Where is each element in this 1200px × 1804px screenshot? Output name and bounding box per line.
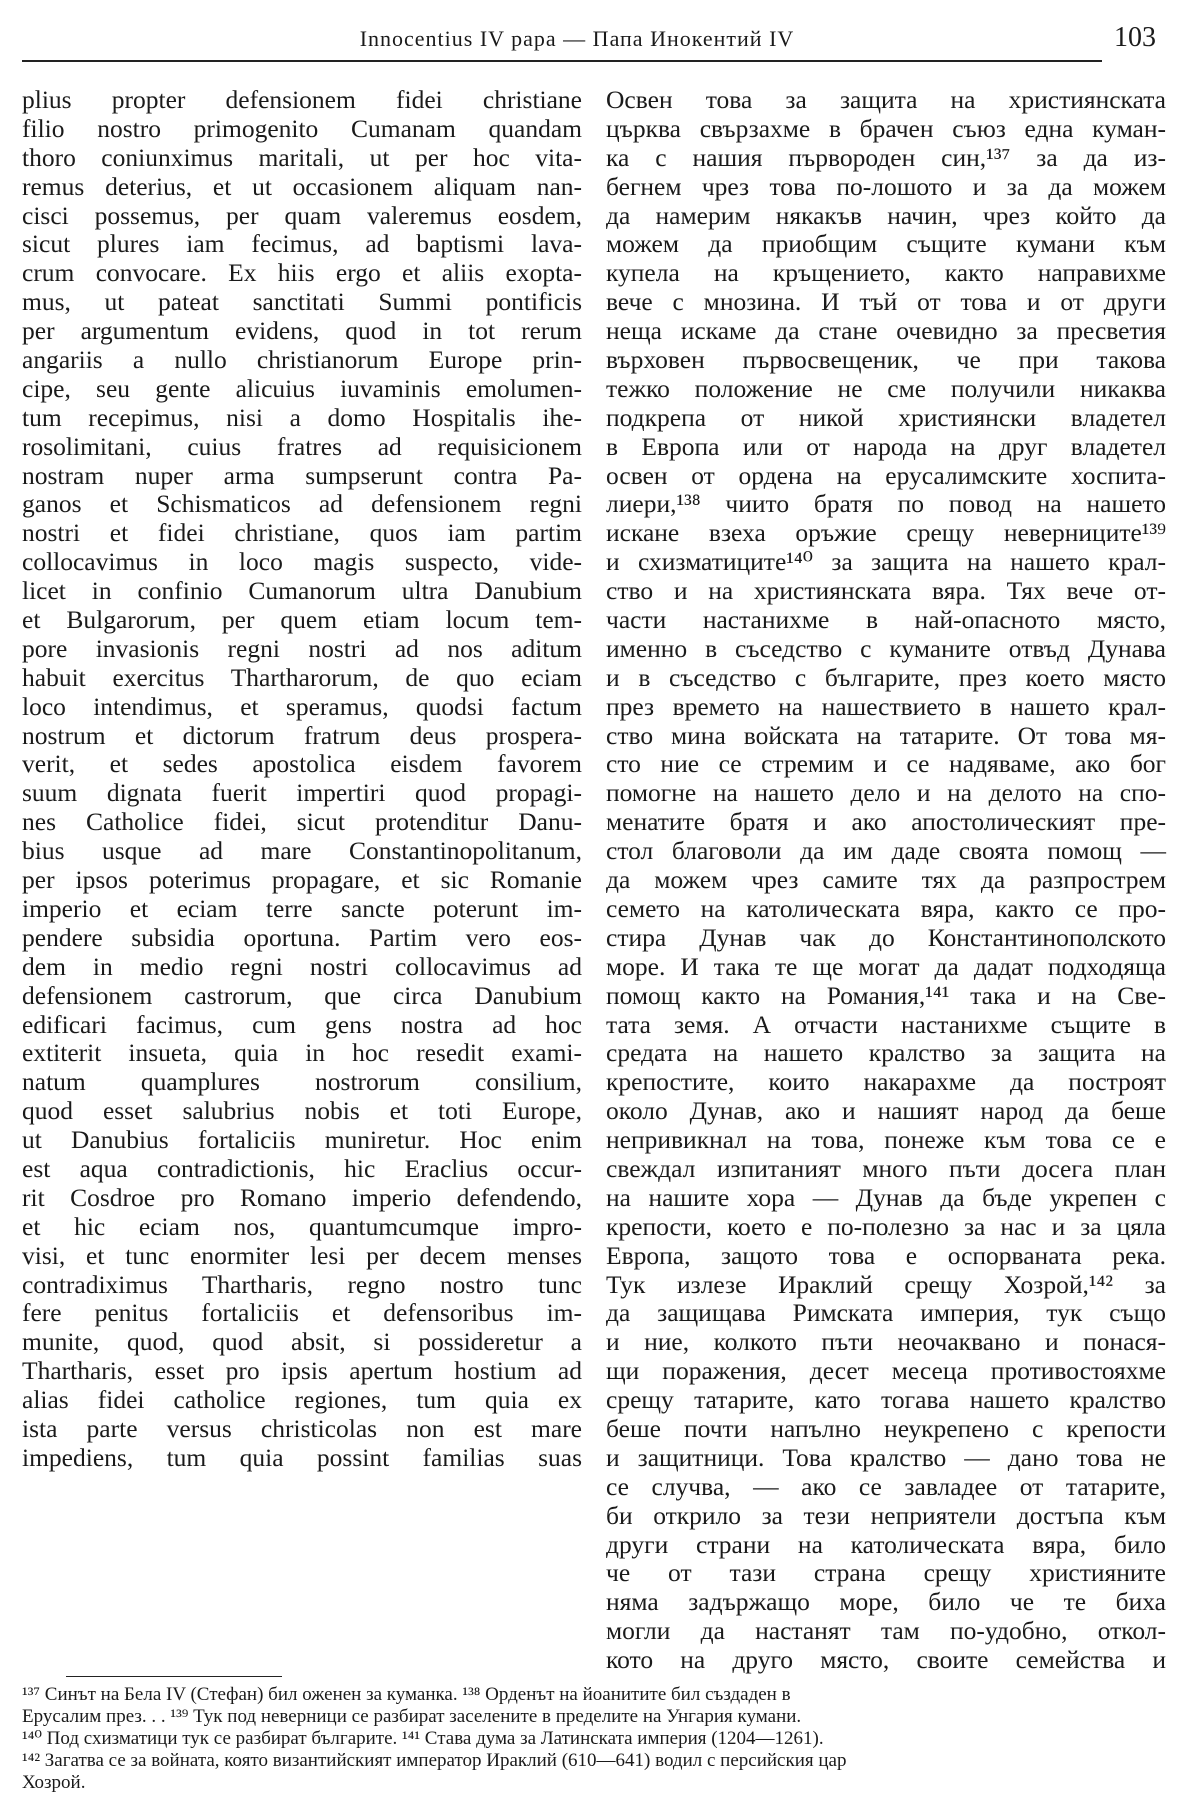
translation-text-line: можем да приобщим същите кумани към — [606, 229, 1166, 259]
translation-text-line: сто ние се стремим и се надяваме, ако бог — [606, 749, 1166, 779]
latin-text-line: edificari facimus, cum gens nostra ad hoc — [22, 1009, 582, 1039]
translation-text-line: и схизматиците¹⁴⁰ за защита на нашето крал- — [606, 547, 1166, 577]
latin-text-line: filio nostro primogenito Cumanam quandam — [22, 113, 582, 143]
latin-text-line: contradiximus Thartharis, regno nostro tunc — [22, 1269, 582, 1299]
latin-text-line: angariis a nullo christianorum Europe prin- — [22, 345, 582, 375]
translation-text-line: че от тази страна срещу християните — [606, 1558, 1166, 1588]
translation-text-line: през времето на нашествието в нашето крал- — [606, 691, 1166, 721]
translation-text-line: би открило за тези неприятели достъпа към — [606, 1500, 1166, 1530]
latin-text-line: Thartharis, esset pro ipsis apertum hostium ad — [22, 1356, 582, 1386]
translation-text-line: и защитници. Това кралство — дано това не — [606, 1442, 1166, 1472]
translation-text-line: неща искаме да стане очевидно за пресветия — [606, 316, 1166, 346]
latin-text-line: licet in confinio Cumanorum ultra Danubium — [22, 576, 582, 606]
translation-text-line: кото на друго място, своите семейства и — [606, 1645, 1166, 1675]
latin-text-line: alias fidei catholice regiones, tum quia ex — [22, 1385, 582, 1415]
translation-text-line: крепости, което е по-полезно за нас и за цяла — [606, 1211, 1166, 1241]
translation-text-line: лиери,¹³⁸ чиито братя по повод на нашето — [606, 489, 1166, 519]
latin-text-line: per argumentum evidens, quod in tot rerum — [22, 316, 582, 346]
running-header — [22, 22, 1162, 62]
translation-text-line: ство и на християнската вяра. Тях вече от- — [606, 576, 1166, 606]
latin-text-line: ut Danubius fortaliciis muniretur. Hoc enim — [22, 1125, 582, 1155]
latin-text-line: loco intendimus, et speramus, quodsi factum — [22, 691, 582, 721]
page-number: 103 — [1114, 22, 1156, 53]
latin-text-line: rit Cosdroe pro Romano imperio defendendo, — [22, 1182, 582, 1212]
latin-text-line: suum dignata fuerit impertiri quod propagi- — [22, 778, 582, 808]
translation-text-line: няма задържащо море, било че те биха — [606, 1587, 1166, 1617]
latin-text-line: est aqua contradictionis, hic Eraclius occur- — [22, 1153, 582, 1183]
translation-text-line: да намерим някакъв начин, чрез който да — [606, 200, 1166, 230]
latin-text-line: munite, quod, quod absit, si possideretur a — [22, 1327, 582, 1357]
latin-text-line: mus, ut pateat sanctitati Summi pontificis — [22, 287, 582, 317]
translation-text-line: помощ както на Романия,¹⁴¹ така и на Све- — [606, 980, 1166, 1010]
translation-text-line: Европа, защото това е оспорваната река. — [606, 1240, 1166, 1270]
latin-text-line: et hic eciam nos, quantumcumque impro- — [22, 1211, 582, 1241]
latin-text-line: nostram nuper arma sumpserunt contra Pa- — [22, 460, 582, 490]
latin-text-line: bius usque ad mare Constantinopolitanum, — [22, 836, 582, 866]
translation-text-line: се случва, — ако се завладее от татарите, — [606, 1471, 1166, 1501]
header-rule — [22, 60, 1102, 62]
translation-text-line: върховен първосвещеник, че при такова — [606, 345, 1166, 375]
translation-text-line: бегнем чрез това по-лошото и за да можем — [606, 171, 1166, 201]
latin-text-line: remus deterius, et ut occasionem aliquam nan- — [22, 171, 582, 201]
translation-text-line: именно в съседство с куманите отвъд Дунава — [606, 633, 1166, 663]
translation-text-line: освен от ордена на ерусалимските хоспита- — [606, 460, 1166, 490]
footnotes — [22, 1684, 1162, 1794]
footnote-line: ¹⁴² Загатва се за войната, която византийският император Ираклий (610—641) водил с персийския цар — [22, 1750, 847, 1771]
latin-text-line: crum convocare. Ex hiis ergo et aliis exopta- — [22, 258, 582, 288]
latin-text-line: verit, et sedes apostolica eisdem favorem — [22, 749, 582, 779]
translation-text-line: да защищава Римската империя, тук също — [606, 1298, 1166, 1328]
latin-text-line: imperio et eciam terre sancte poterunt im- — [22, 893, 582, 923]
footnote-separator — [66, 1676, 282, 1677]
translation-text-line: средата на нашето кралство за защита на — [606, 1038, 1166, 1068]
latin-text-line: natum quamplures nostrorum consilium, — [22, 1067, 582, 1097]
latin-text-line: extiterit insueta, quia in hoc resedit exami- — [22, 1038, 582, 1068]
running-title: Innocentius IV papa — Папа Инокентий IV — [359, 26, 795, 51]
translation-text-line: църква свързахме в брачен съюз една куман- — [606, 113, 1166, 143]
translation-text-line: помогне на нашето дело и на делото на спо- — [606, 778, 1166, 808]
translation-text-line: свеждал изпитаният много пъти досега план — [606, 1153, 1166, 1183]
translation-text-line: непривикнал на това, понеже към това се е — [606, 1125, 1166, 1155]
latin-text-line: plius propter defensionem fidei christiane — [22, 85, 582, 114]
latin-text-line: pore invasionis regni nostri ad nos aditum — [22, 633, 582, 663]
footnote-line: Ерусалим през. . . ¹³⁹ Тук под неверници се разбират заселените в пределите на Унгария кумани. — [22, 1706, 802, 1727]
translation-text-line: искане взеха оръжие срещу неверниците¹³⁹ — [606, 518, 1166, 548]
latin-text-line: fere penitus fortaliciis et defensoribus im- — [22, 1298, 582, 1328]
latin-text-column — [22, 86, 582, 1473]
translation-text-line: в Европа или от народа на друг владетел — [606, 431, 1166, 461]
latin-text-line: ista parte versus christicolas non est mare — [22, 1413, 582, 1443]
translation-text-line: крепостите, които накарахме да построят — [606, 1067, 1166, 1097]
translation-text-line: на нашите хора — Дунав да бъде укрепен с — [606, 1182, 1166, 1212]
translation-text-line: тежко положение не сме получили никаква — [606, 373, 1166, 403]
translation-text-line: купела на кръщението, както направихме — [606, 258, 1166, 288]
latin-text-line: impediens, tum quia possint familias suas — [22, 1442, 582, 1472]
translation-text-line: стол благоволи да им даде своята помощ — — [606, 836, 1166, 866]
latin-text-line: nes Catholice fidei, sicut protenditur Danu- — [22, 807, 582, 837]
translation-text-line: вече с мнозина. И тъй от това и от други — [606, 287, 1166, 317]
latin-text-line: cisci possemus, per quam valeremus eosdem, — [22, 200, 582, 230]
latin-text-line: thoro coniunximus maritali, ut per hoc vita- — [22, 142, 582, 172]
latin-text-line: tum recepimus, nisi a domo Hospitalis ihe- — [22, 402, 582, 432]
latin-text-line: pendere subsidia oportuna. Partim vero eos- — [22, 922, 582, 952]
translation-text-line: семето на католическата вяра, както се про- — [606, 893, 1166, 923]
latin-text-line: nostrum et dictorum fratrum deus prospera- — [22, 720, 582, 750]
latin-text-line: collocavimus in loco magis suspecto, vide- — [22, 547, 582, 577]
translation-text-line: срещу татарите, като тогава нашето кралство — [606, 1385, 1166, 1415]
latin-text-line: ganos et Schismaticos ad defensionem regni — [22, 489, 582, 519]
footnote-line: ¹⁴⁰ Под схизматици тук се разбират българите. ¹⁴¹ Става дума за Латинската империя (1204—1261). — [22, 1728, 824, 1749]
translation-text-line: подкрепа от никой християнски владетел — [606, 402, 1166, 432]
latin-text-line: dem in medio regni nostri collocavimus ad — [22, 951, 582, 981]
translation-text-line: тата земя. А отчасти настанихме същите в — [606, 1009, 1166, 1039]
translation-text-line: менатите братя и ако апостолическият пре- — [606, 807, 1166, 837]
translation-text-line: ка с нашия първороден син,¹³⁷ за да из- — [606, 142, 1166, 172]
translation-text-line: беше почти напълно неукрепено с крепости — [606, 1413, 1166, 1443]
bulgarian-translation-column — [606, 86, 1166, 1675]
translation-text-line: да можем чрез самите тях да разпрострем — [606, 865, 1166, 895]
translation-text-line: части настанихме в най-опасното място, — [606, 605, 1166, 635]
footnote-line: ¹³⁷ Синът на Бела IV (Стефан) бил оженен за куманка. ¹³⁸ Орденът на йоанитите бил създаден в — [22, 1684, 791, 1705]
translation-text-line: ство мина войската на татарите. От това мя- — [606, 720, 1166, 750]
latin-text-line: visi, et tunc enormiter lesi per decem menses — [22, 1240, 582, 1270]
latin-text-line: nostri et fidei christiane, quos iam partim — [22, 518, 582, 548]
latin-text-line: cipe, seu gente alicuius iuvaminis emolumen- — [22, 373, 582, 403]
latin-text-line: rosolimitani, cuius fratres ad requisicionem — [22, 431, 582, 461]
translation-text-line: Освен това за защита на християнската — [606, 85, 1166, 114]
translation-text-line: стира Дунав чак до Константинополското — [606, 922, 1166, 952]
translation-text-line: могли да настанят там по-удобно, откол- — [606, 1616, 1166, 1646]
translation-text-line: и в съседство с българите, през което място — [606, 662, 1166, 692]
latin-text-line: et Bulgarorum, per quem etiam locum tem- — [22, 605, 582, 635]
translation-text-line: Тук излезе Ираклий срещу Хозрой,¹⁴² за — [606, 1269, 1166, 1299]
latin-text-line: per ipsos poterimus propagare, et sic Romanie — [22, 865, 582, 895]
latin-text-line: sicut plures iam fecimus, ad baptismi lava- — [22, 229, 582, 259]
latin-text-line: habuit exercitus Thartharorum, de quo eciam — [22, 662, 582, 692]
translation-text-line: други страни на католическата вяра, било — [606, 1529, 1166, 1559]
translation-text-line: щи поражения, десет месеца противостояхме — [606, 1356, 1166, 1386]
footnote-line: Хозрой. — [22, 1772, 86, 1793]
translation-text-line: и ние, колкото пъти неочаквано и понася- — [606, 1327, 1166, 1357]
translation-text-line: около Дунав, ако и нашият народ да беше — [606, 1096, 1166, 1126]
translation-text-line: море. И така те ще могат да дадат подходяща — [606, 951, 1166, 981]
latin-text-line: quod esset salubrius nobis et toti Europe, — [22, 1096, 582, 1126]
latin-text-line: defensionem castrorum, que circa Danubium — [22, 980, 582, 1010]
